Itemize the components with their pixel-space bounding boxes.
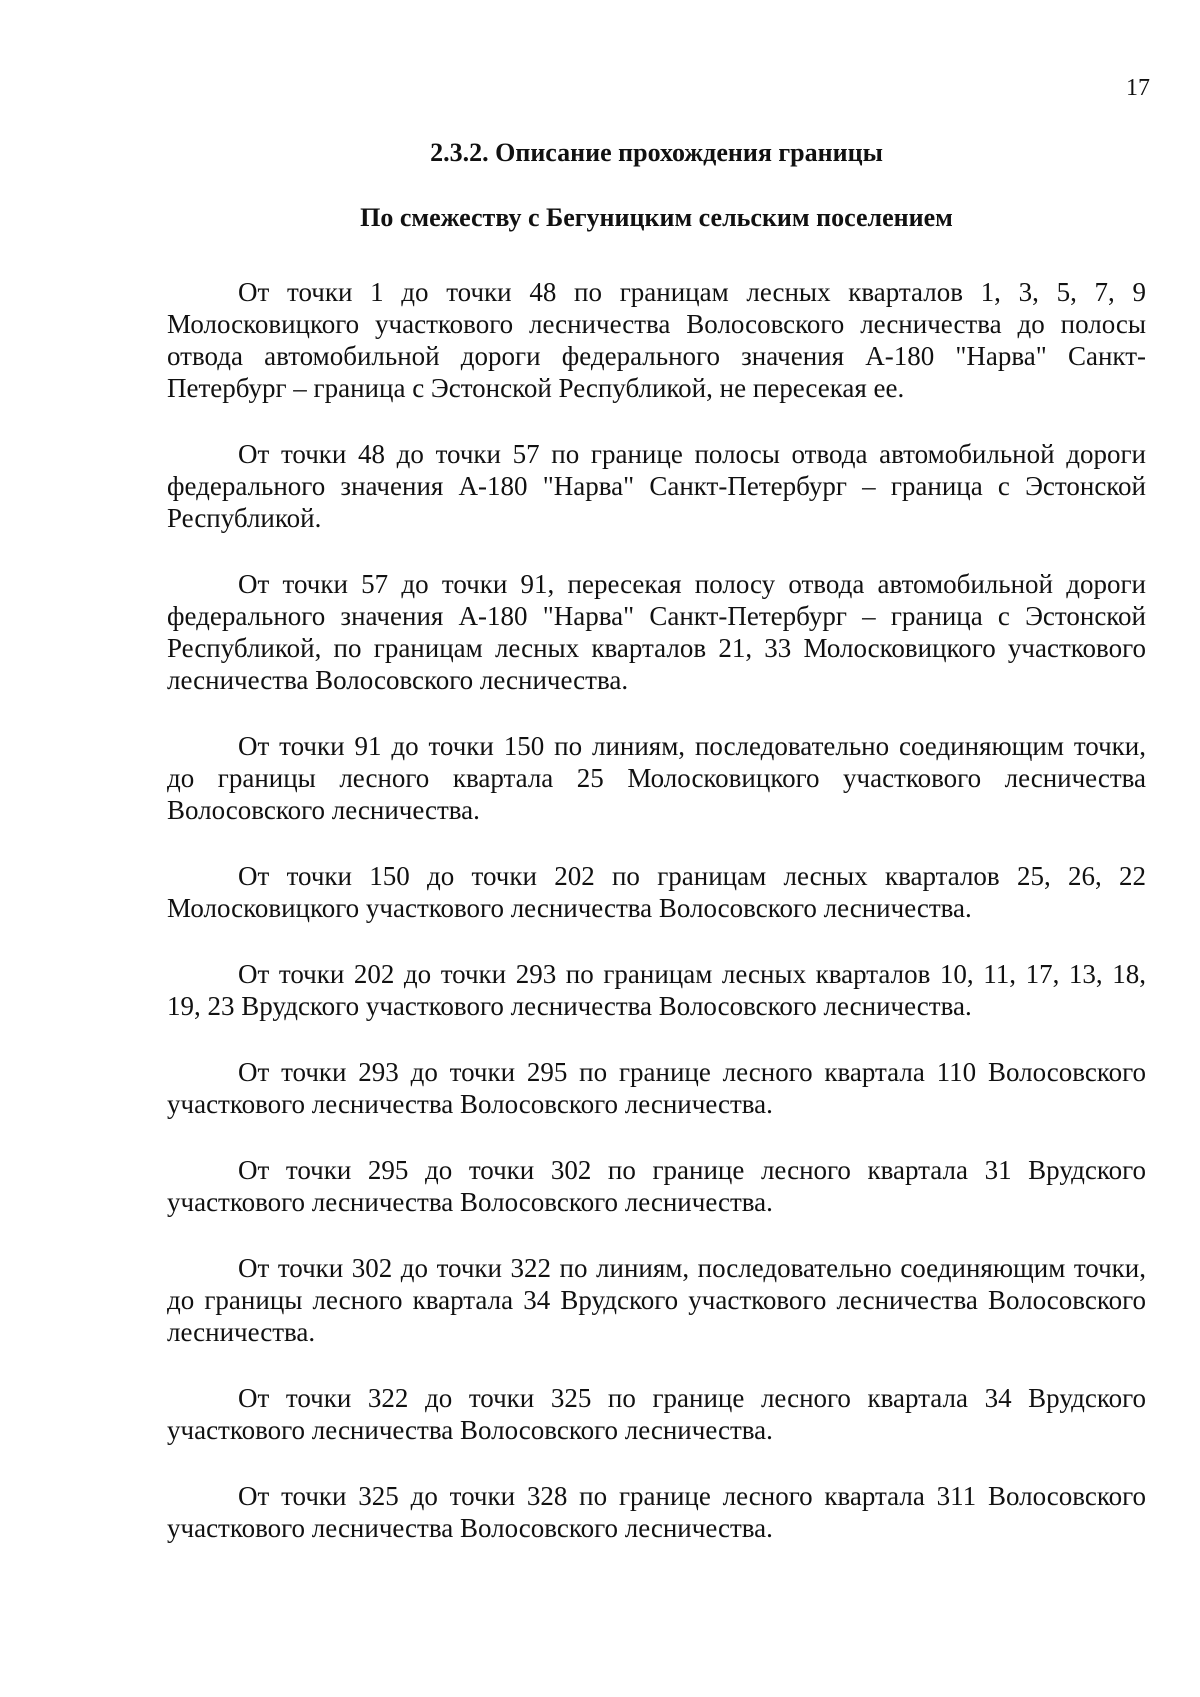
boundary-paragraph-7: От точки 293 до точки 295 по границе лесного квартала 110 Волосовского участкового лесничества Волосовского лесничества. [167, 1057, 1146, 1120]
boundary-paragraph-6: От точки 202 до точки 293 по границам лесных кварталов 10, 11, 17, 13, 18, 19, 23 Врудского участкового лесничества Волосовского лесничества. [167, 959, 1146, 1022]
boundary-paragraph-8: От точки 295 до точки 302 по границе лесного квартала 31 Врудского участкового лесничества Волосовского лесничества. [167, 1155, 1146, 1218]
boundary-paragraph-10: От точки 322 до точки 325 по границе лесного квартала 34 Врудского участкового лесничества Волосовского лесничества. [167, 1383, 1146, 1446]
section-title: 2.3.2. Описание прохождения границы [430, 138, 883, 167]
document-body [167, 137, 1146, 1544]
section-subtitle: По смежеству с Бегуницким сельским поселением [360, 203, 953, 233]
boundary-paragraph-2: От точки 48 до точки 57 по границе полосы отвода автомобильной дороги федерального значения А-180 "Нарва" Санкт-Петербург – граница с Эстонской Республикой. [167, 439, 1146, 534]
boundary-paragraph-5: От точки 150 до точки 202 по границам лесных кварталов 25, 26, 22 Молосковицкого участкового лесничества Волосовского лесничества. [167, 861, 1146, 924]
boundary-paragraph-4: От точки 91 до точки 150 по линиям, последовательно соединяющим точки, до границы лесного квартала 25 Молосковицкого участкового лесничества Волосовского лесничества. [167, 731, 1146, 826]
boundary-paragraph-11: От точки 325 до точки 328 по границе лесного квартала 311 Волосовского участкового лесничества Волосовского лесничества. [167, 1481, 1146, 1544]
boundary-paragraph-1: От точки 1 до точки 48 по границам лесных кварталов 1, 3, 5, 7, 9 Молосковицкого участкового лесничества Волосовского лесничества до полосы отвода автомобильной дороги федерального значения А-180 "Нарва" Санкт-Петербург – граница с Эстонской Республикой, не пересекая ее. [167, 277, 1146, 404]
boundary-paragraph-9: От точки 302 до точки 322 по линиям, последовательно соединяющим точки, до границы лесного квартала 34 Врудского участкового лесничества Волосовского лесничества. [167, 1253, 1146, 1348]
boundary-paragraph-3: От точки 57 до точки 91, пересекая полосу отвода автомобильной дороги федерального значения А-180 "Нарва" Санкт-Петербург – граница с Эстонской Республикой, по границам лесных кварталов 21, 33 Молосковицкого участкового лесничества Волосовского лесничества. [167, 569, 1146, 696]
page-number: 17 [1126, 75, 1150, 101]
